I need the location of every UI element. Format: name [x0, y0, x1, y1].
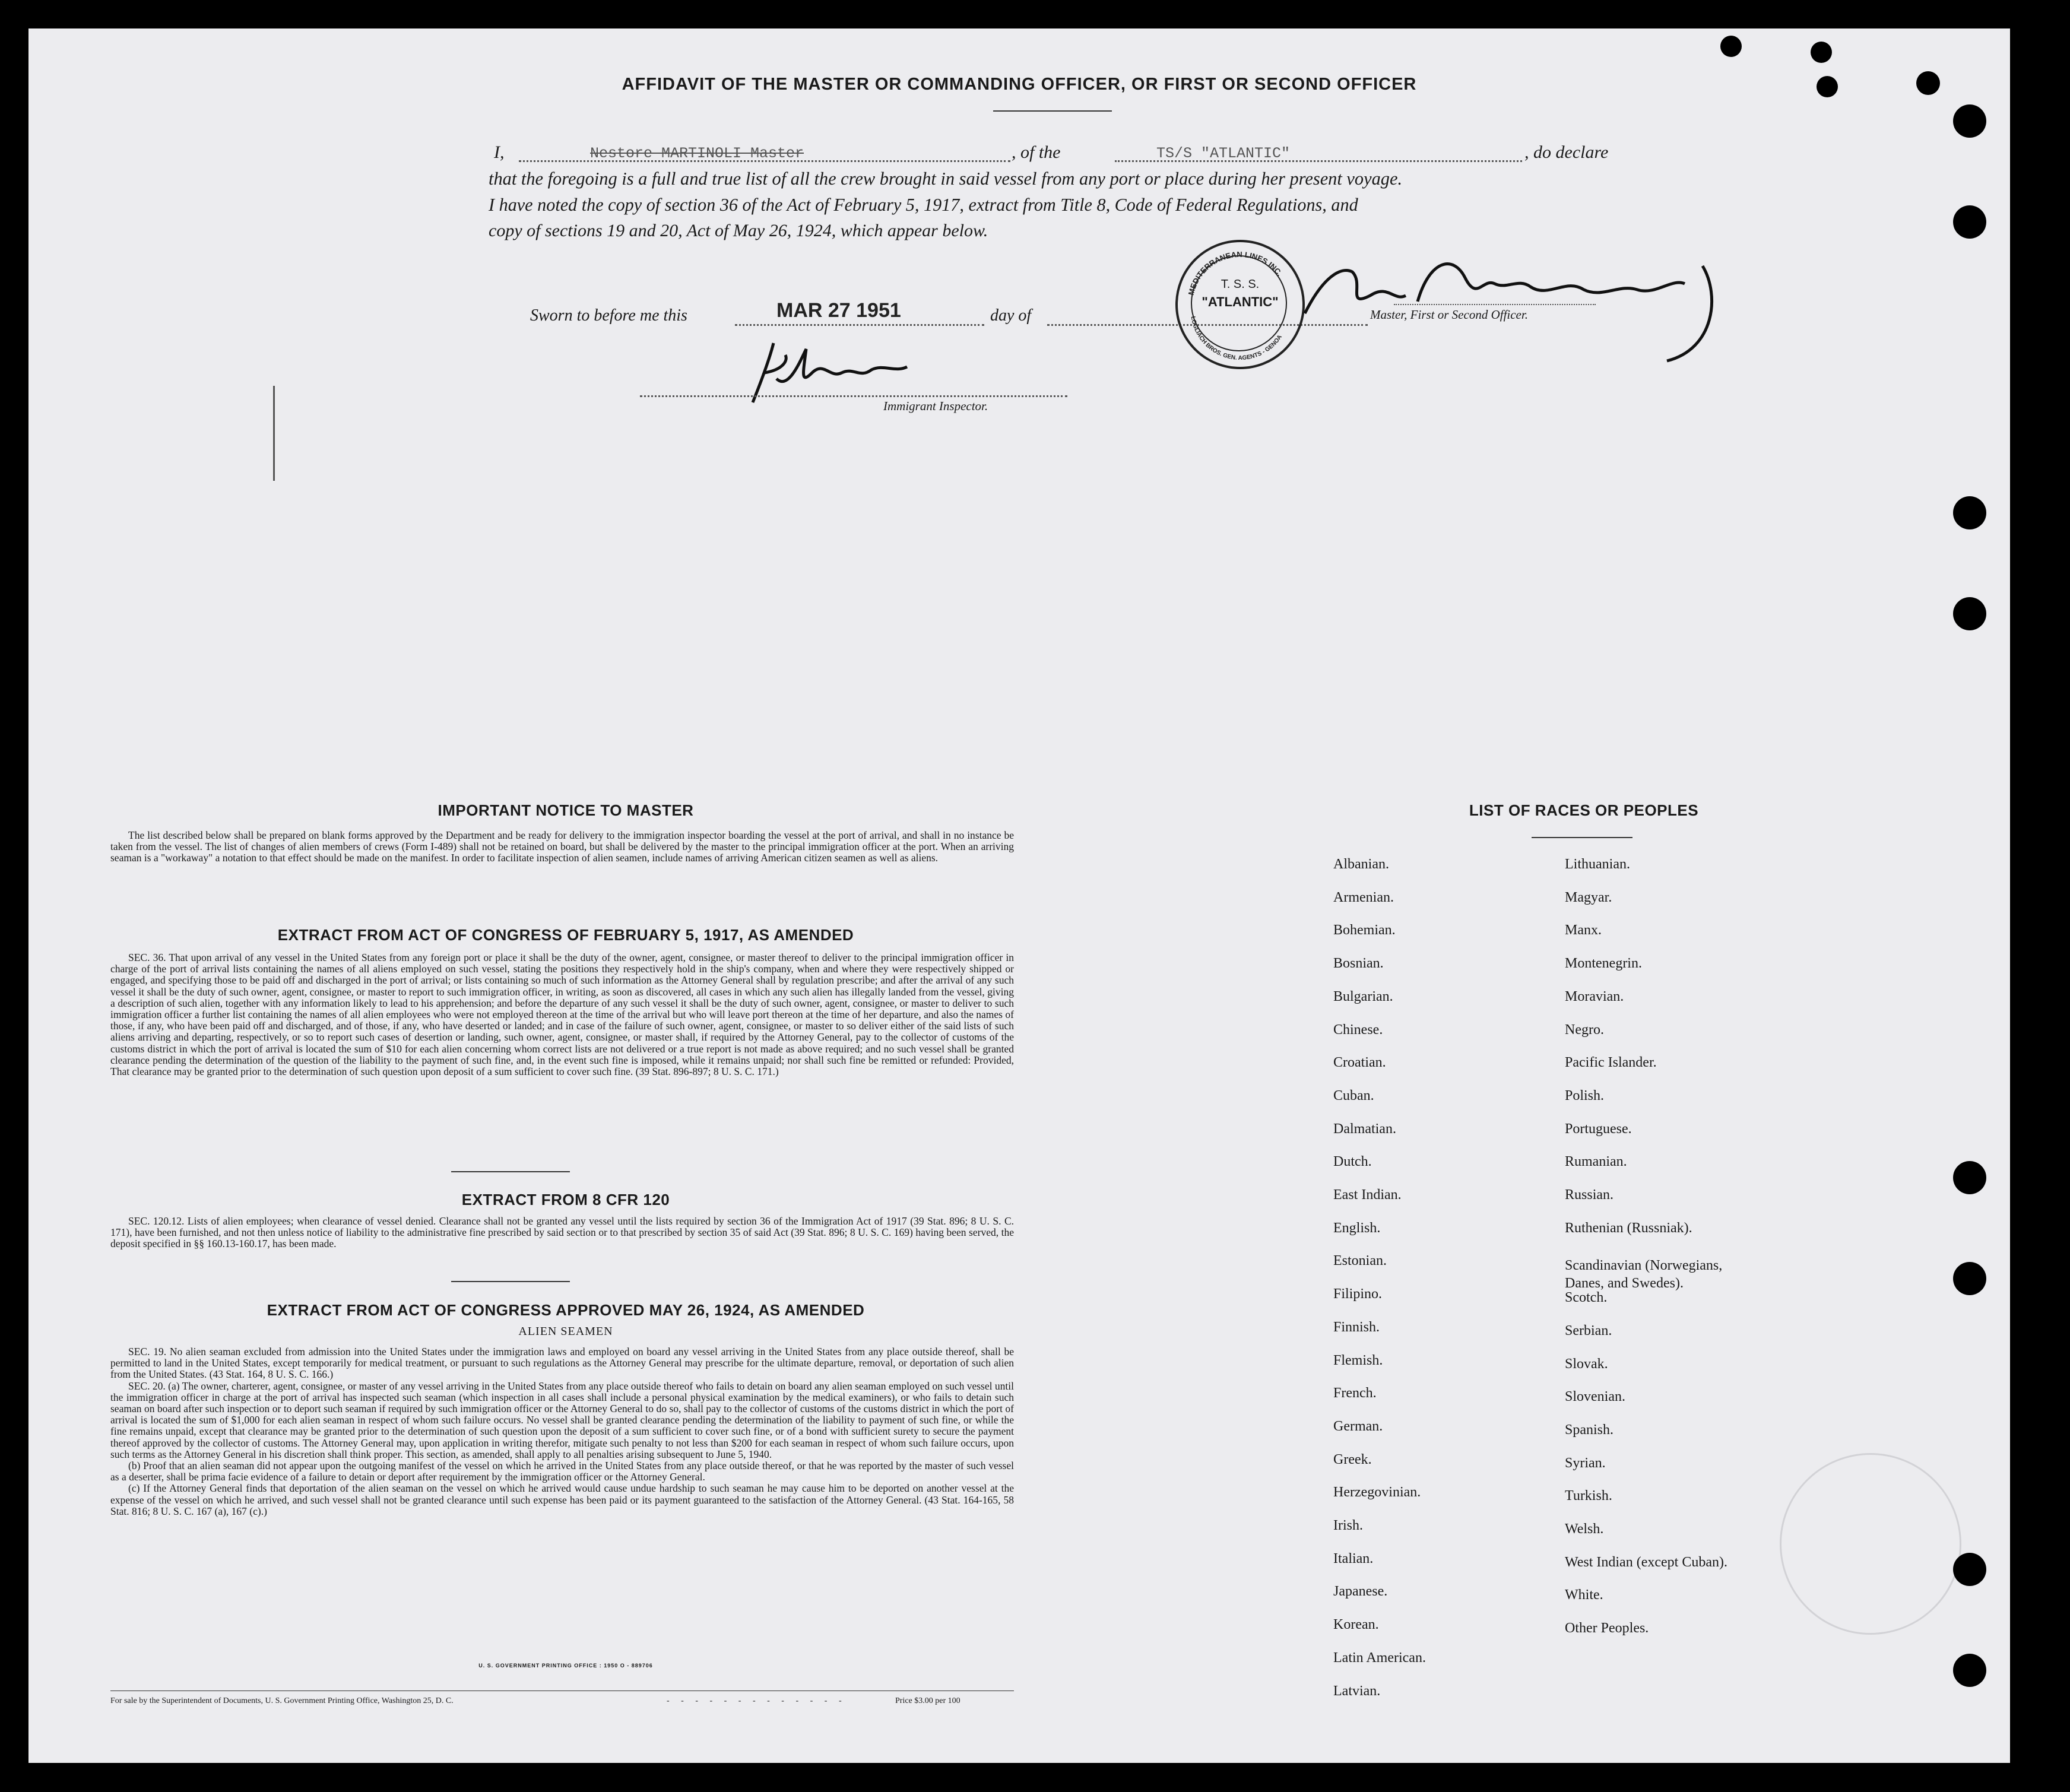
document-page: [28, 28, 2010, 1763]
stamp-ring-top: MEDITERRANEAN LINES INC.: [1186, 249, 1285, 296]
race-item: Finnish.: [1333, 1320, 1380, 1335]
race-item: Croatian.: [1333, 1055, 1386, 1070]
race-item: Portuguese.: [1565, 1121, 1632, 1137]
extract-1917-paragraph: SEC. 36. That upon arrival of any vessel in the United States from any foreign port or place it shall be the duty of the owner, agent, consignee, or master thereof to deliver to the principal immigration officer in charge of the port of arrival lists containing the names of all aliens employed on such vessel, stating the positions they respectively hold in the ship's company, when and where they were respectively shipped or engaged, and specifying those to be paid off and discharged in the port of arrival; or lists containing so much of such information as the Attorney General shall by regulation prescribe; and after the arrival of any such vessel it shall be the duty of such owner, agent, consignee, or master to report to such immigration officer, in writing, as soon as discovered, all cases in which any such alien has illegally landed from the vessel, giving a description of such alien, together with any information likely to lead to his apprehension; and before the departure of any such vessel it shall be the duty of such owner, agent, consignee, or master to deliver to such immigration officer a further list containing the names of all alien employees who were not employed thereon at the time of the arrival but who will leave port thereon at the time of her departure, and also the names of those, if any, who have been paid off and discharged, and of those, if any, who have deserted or landed; and in case of the failure of such owner, agent, consignee, or master to so deliver either of the said lists of such aliens arriving and departing, respectively, or so to report such cases of desertion or landing, such owner, agent, consignee, or master shall, if required by the Attorney General, pay to the collector of customs of the customs district in which the port of arrival is located the sum of $10 for each alien concerning whom correct lists are not delivered or a true report is not made as above required; and no such vessel shall be granted clearance pending the determination of the question of the liability to the payment of such fine, and, in the event such fine is imposed, while it remains unpaid; nor shall such fine be remitted or refunded: Provided, That clearance may be granted prior to the determination of such question upon deposit of a sum sufficient to cover such fine. (39 Stat. 896-897; 8 U. S. C. 171.): [110, 951, 1014, 1078]
ship-stamp: [1175, 240, 1305, 369]
race-item: Slovak.: [1565, 1356, 1608, 1372]
race-item: Rumanian.: [1565, 1154, 1627, 1169]
race-item: East Indian.: [1333, 1187, 1402, 1203]
race-item: Korean.: [1333, 1617, 1379, 1632]
extract-divider-2: [451, 1281, 570, 1282]
footer-rule: [110, 1690, 1014, 1691]
svg-text:MEDITERRANEAN LINES INC.: [1187, 250, 1285, 296]
extract-1917-title: EXTRACT FROM ACT OF CONGRESS OF FEBRUARY 5, 1917, AS AMENDED: [277, 926, 854, 944]
binder-hole: [1953, 1161, 1986, 1194]
binder-hole: [1953, 597, 1986, 630]
extract-cfr-title: EXTRACT FROM 8 CFR 120: [461, 1191, 670, 1209]
races-title: LIST OF RACES OR PEOPLES: [1469, 801, 1699, 819]
notice-text: [110, 830, 1014, 864]
race-item: Manx.: [1565, 922, 1602, 938]
binder-hole: [1953, 205, 1986, 239]
master-label: Master, First or Second Officer.: [1370, 307, 1528, 322]
race-item: Pacific Islander.: [1565, 1055, 1657, 1070]
race-item: Syrian.: [1565, 1455, 1606, 1471]
race-item: Negro.: [1565, 1022, 1604, 1038]
race-item: Filipino.: [1333, 1286, 1383, 1302]
do-declare-label: , do declare: [1524, 142, 1609, 162]
of-the-label: , of the: [1012, 142, 1061, 162]
stamp-line-1: T. S. S.: [1221, 278, 1260, 291]
inspector-line: [640, 395, 1067, 397]
race-item: Lithuanian.: [1565, 857, 1630, 872]
race-item: Greek.: [1333, 1452, 1372, 1467]
race-item: Armenian.: [1333, 890, 1394, 905]
i-label: I,: [494, 142, 505, 162]
race-item: Ruthenian (Russniak).: [1565, 1220, 1692, 1236]
svg-text:LOGLIACH BROS. GEN. AGENTS - G: [1190, 316, 1283, 361]
race-item: Polish.: [1565, 1088, 1605, 1103]
race-item: White.: [1565, 1587, 1603, 1603]
race-item: Italian.: [1333, 1551, 1374, 1566]
race-item: Japanese.: [1333, 1584, 1388, 1599]
stamp-line-2: "ATLANTIC": [1202, 294, 1279, 309]
race-item: Montenegrin.: [1565, 956, 1642, 971]
binder-hole: [1916, 71, 1940, 95]
race-item: Flemish.: [1333, 1353, 1383, 1368]
inspector-label: Immigrant Inspector.: [883, 399, 988, 413]
binder-hole: [1953, 1553, 1986, 1586]
race-item: Irish.: [1333, 1518, 1363, 1533]
race-item: Dalmatian.: [1333, 1121, 1396, 1137]
race-item: Danes, and Swedes).: [1565, 1276, 1684, 1291]
race-item: Magyar.: [1565, 890, 1612, 905]
race-item: Bohemian.: [1333, 922, 1396, 938]
sec-20b-paragraph: (b) Proof that an alien seaman did not appear upon the outgoing manifest of the vessel on which he arrived in the United States from any place outside thereof, or that he was reported by the master of such vessel as a deserter, shall be prima facie evidence of a failure to detain or deport after requirement by the immigration officer or the Attorney General.: [110, 1460, 1014, 1483]
race-item: West Indian (except Cuban).: [1565, 1555, 1727, 1570]
declaration-line-3: I have noted the copy of section 36 of the Act of February 5, 1917, extract from Title 8, Code of Federal Regulations, and: [489, 195, 1358, 215]
binder-hole: [1811, 42, 1832, 63]
race-item: Moravian.: [1565, 989, 1624, 1004]
binder-hole: [1953, 104, 1986, 138]
declaration-line-2: that the foregoing is a full and true list of all the crew brought in said vessel from any port or place during her present voyage.: [489, 169, 1403, 189]
sec-20c-paragraph: (c) If the Attorney General finds that deportation of the alien seaman on the vessel on which he arrived would cause undue hardship to such seaman he may cause him to be deported on another vessel at the expense of the vessel on which he arrived, and such vessel shall not be granted clearance until such expense has been paid or its payment guaranteed to the satisfaction of the Attorney General. (43 Stat. 164-165, 58 Stat. 816; 8 U. S. C. 167 (a), 167 (c).): [110, 1482, 1014, 1517]
sec-19-paragraph: SEC. 19. No alien seaman excluded from admission into the United States under the immigration laws and employed on board any vessel arriving in the United States from any place outside thereof, shall be permitted to land in the United States, except temporarily for medical treatment, or pursuant to such regulations as the Attorney General may prescribe for the ultimate departure, removal, or deportation of such alien from the United States. (43 Stat. 164, 8 U. S. C. 166.): [110, 1346, 1014, 1381]
race-item: Cuban.: [1333, 1088, 1374, 1103]
master-line: [1394, 304, 1596, 305]
sworn-date-line: [735, 324, 984, 326]
race-item: Scandinavian (Norwegians,: [1565, 1258, 1723, 1273]
extract-divider-1: [451, 1171, 570, 1172]
sworn-date-stamp: MAR 27 1951: [776, 299, 901, 322]
day-of-label: day of: [990, 306, 1032, 325]
extract-1924-title: EXTRACT FROM ACT OF CONGRESS APPROVED MAY 26, 1924, AS AMENDED: [267, 1301, 865, 1319]
race-item: Estonian.: [1333, 1253, 1387, 1268]
race-item: English.: [1333, 1220, 1381, 1236]
binder-hole: [1953, 1262, 1986, 1295]
printing-office-note: U. S. GOVERNMENT PRINTING OFFICE : 1950 O - 889706: [478, 1663, 653, 1669]
extract-cfr-paragraph: SEC. 120.12. Lists of alien employees; when clearance of vessel denied. Clearance shall not be granted any vessel until the lists required by section 36 of the Immigration Act of 1917 (39 Stat. 896; 8 U. S. C. 171), have been furnished, and not then unless notice of liability to the administrative fine prescribed by said section or to that prescribed by section 35 of said Act (39 Stat. 896; 8 U. S. C. 169) having been served, the deposit specified in §§ 160.13-160.17, has been made.: [110, 1215, 1014, 1250]
faint-seal: [1780, 1453, 1961, 1635]
sworn-label: Sworn to before me this: [530, 306, 687, 325]
race-item: Bosnian.: [1333, 956, 1384, 971]
extract-cfr-text: [110, 1216, 1014, 1250]
race-item: German.: [1333, 1419, 1383, 1434]
footer-price: Price $3.00 per 100: [895, 1696, 960, 1705]
affidavit-title: AFFIDAVIT OF THE MASTER OR COMMANDING OFFICER, OR FIRST OR SECOND OFFICER: [622, 75, 1417, 94]
binder-hole: [1817, 76, 1838, 97]
extract-1917-text: [110, 952, 1014, 1077]
race-item: Welsh.: [1565, 1521, 1604, 1537]
race-item: Slovenian.: [1565, 1389, 1625, 1404]
notice-paragraph: The list described below shall be prepared on blank forms approved by the Department and be ready for delivery to the immigration inspector boarding the vessel at the port of arrival, and shall in no instance be taken from the vessel. The list of changes of alien members of crews (Form I-489) shall not be retained on board, but shall be delivered by the master to the principal immigration officer at the port. When an arriving seaman is a "workaway" a notation to that effect should be made on the manifest. In order to facilitate inspection of alien seamen, include names of arriving American citizen seamen as well as aliens.: [110, 829, 1014, 864]
stamp-ring-text: [1178, 242, 1302, 367]
footer-dashes: - - - - - - - - - - - - -: [667, 1696, 847, 1705]
race-item: Latin American.: [1333, 1650, 1426, 1666]
race-item: Russian.: [1565, 1187, 1614, 1203]
race-item: Albanian.: [1333, 857, 1389, 872]
race-item: Spanish.: [1565, 1422, 1614, 1438]
inspector-signature: [741, 337, 919, 408]
sec-20a-paragraph: SEC. 20. (a) The owner, charterer, agent, consignee, or master of any vessel arriving in the United States from any place outside thereof who fails to detain on board any alien seaman employed on such vessel until the immigration officer in charge at the port of arrival has inspected such seaman (which inspection in all cases shall include a personal physical examination by the medical examiners), or who fails to detain such seaman on board after such inspection or to deport such seaman if required by such immigration officer or the Attorney General to do so, shall pay to the collector of customs of the customs district in which the port of arrival is located the sum of $1,000 for each alien seaman in respect of whom such failure occurs. No vessel shall be granted clearance pending the determination of the liability to payment of such fine, or while the fine remains unpaid, except that clearance may be granted prior to the determination of such question upon the deposit of a sum sufficient to cover such fine, or of a bond with sufficient surety to secure the payment thereof approved by the collector of customs. The Attorney General may, upon application in writing therefor, mitigate such penalty to not less than $200 for each seaman in respect of whom such failure occurs, upon such terms as the Attorney General in his discretion shall think proper. This section, as amended, shall apply to all penalties arising subsequent to June 5, 1940.: [110, 1379, 1014, 1460]
race-item: Dutch.: [1333, 1154, 1372, 1169]
race-item: Other Peoples.: [1565, 1620, 1649, 1636]
race-item: Scotch.: [1565, 1290, 1608, 1305]
title-divider: [993, 110, 1112, 112]
binder-hole: [1953, 496, 1986, 529]
race-item: Bulgarian.: [1333, 989, 1393, 1004]
notice-title: IMPORTANT NOTICE TO MASTER: [438, 801, 694, 819]
binder-hole: [1720, 36, 1742, 57]
footer-sale-note: For sale by the Superintendent of Documents, U. S. Government Printing Office, Washington 25, D. C.: [110, 1696, 454, 1705]
master-name-typed: Nestore MARTINOLI Master: [590, 145, 804, 162]
alien-seamen-subtitle: ALIEN SEAMEN: [518, 1325, 613, 1338]
margin-mark: [273, 386, 275, 481]
race-item: Latvian.: [1333, 1683, 1381, 1699]
race-item: Turkish.: [1565, 1488, 1612, 1504]
extract-1924-text: [110, 1346, 1014, 1517]
races-divider: [1532, 837, 1632, 838]
vessel-name-typed: TS/S "ATLANTIC": [1156, 145, 1291, 162]
race-item: French.: [1333, 1385, 1377, 1401]
race-item: Serbian.: [1565, 1323, 1612, 1339]
race-item: Chinese.: [1333, 1022, 1383, 1038]
race-item: Herzegovinian.: [1333, 1485, 1421, 1500]
stamp-ring-bottom: LOGLIACH BROS. GEN. AGENTS - GENOA: [1189, 316, 1283, 362]
declaration-line-4: copy of sections 19 and 20, Act of May 26, 1924, which appear below.: [489, 221, 988, 240]
binder-hole: [1953, 1654, 1986, 1687]
